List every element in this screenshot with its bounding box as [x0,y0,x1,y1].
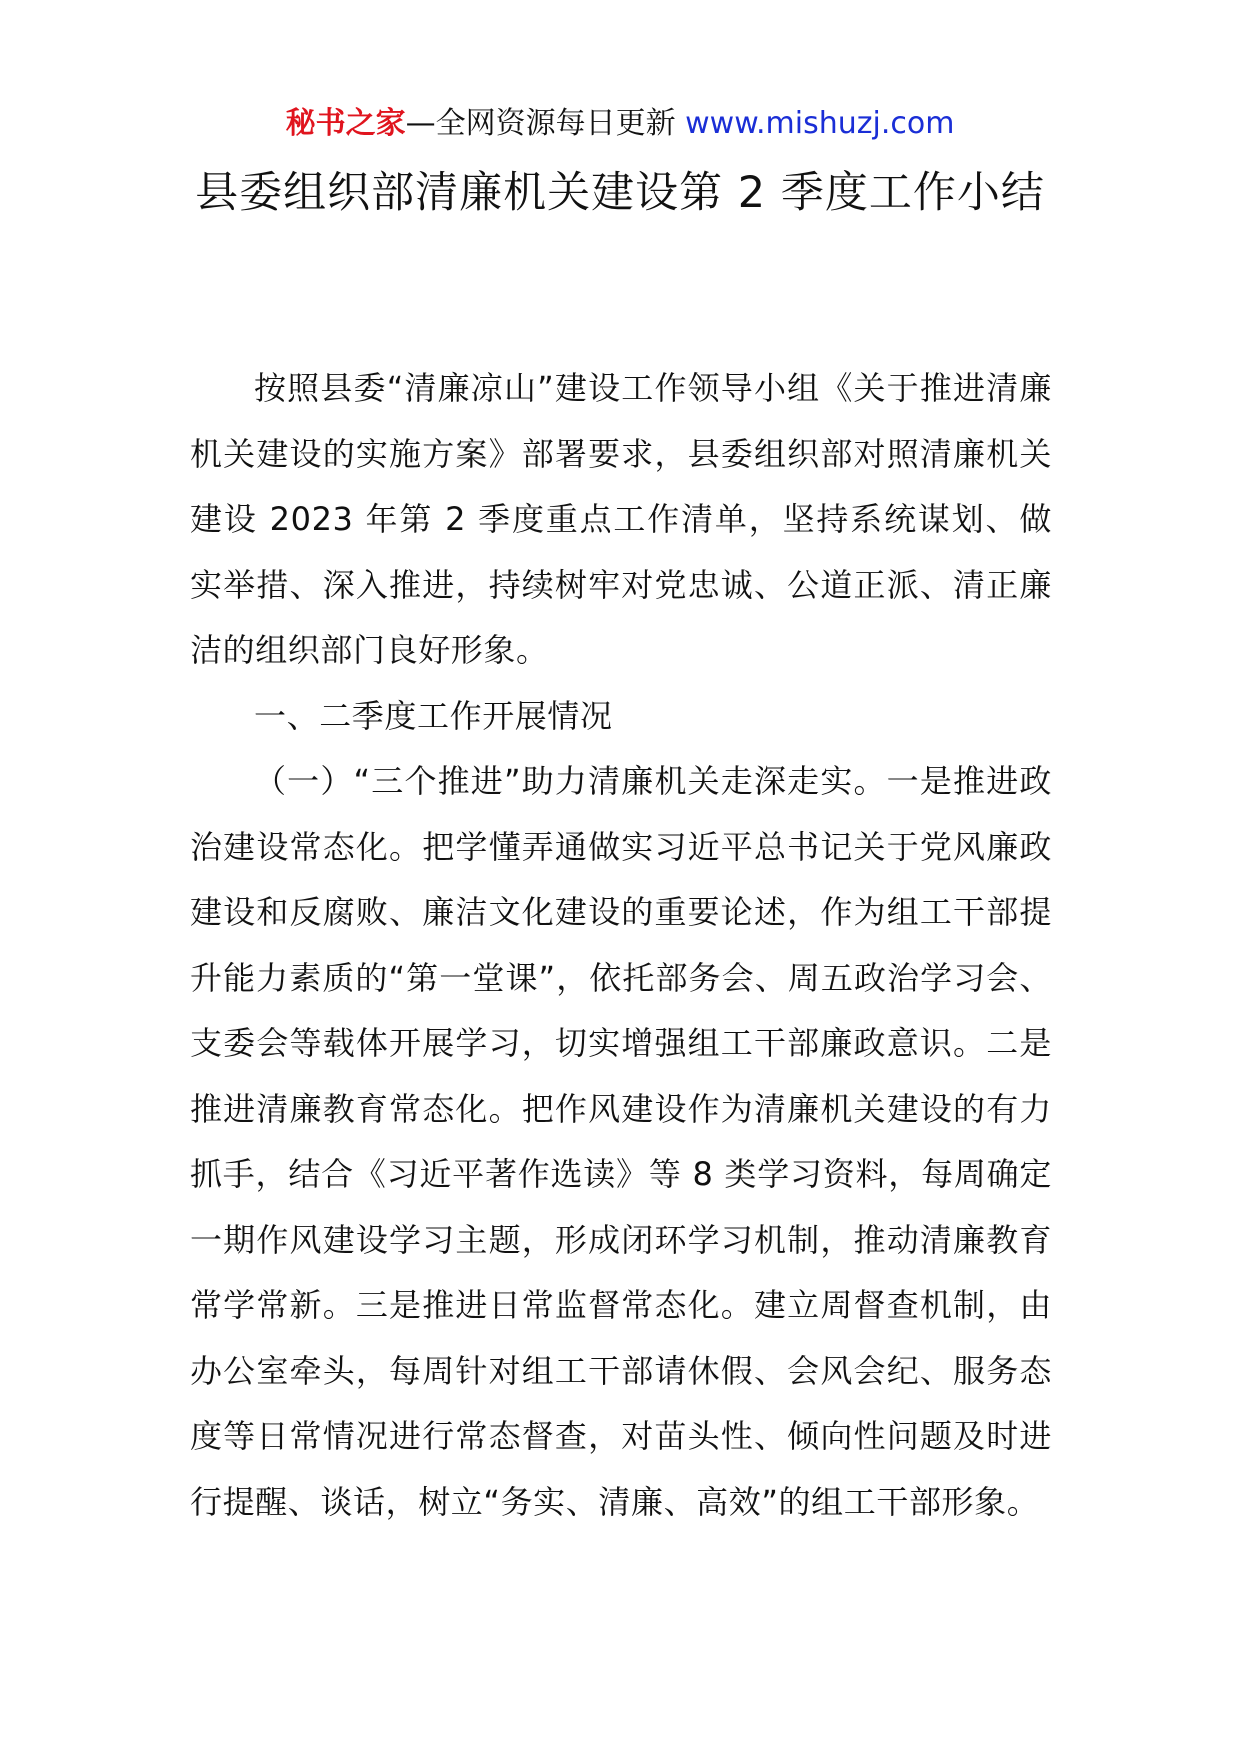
body-paragraph: （一）“三个推进”助力清廉机关走深走实。一是推进政治建设常态化。把学懂弄通做实习近平总书记关于党风廉政建设和反腐败、廉洁文化建设的重要论述，作为组工干部提升能力素质的“第一堂课”，依托部务会、周五政治学习会、支委会等载体开展学习，切实增强组工干部廉政意识。二是推进清廉教育常态化。把作风建设作为清廉机关建设的有力抓手，结合《习近平著作选读》等 8 类学习资料，每周确定一期作风建设学习主题，形成闭环学习机制，推动清廉教育常学常新。三是推进日常监督常态化。建立周督查机制，由办公室牵头，每周针对组工干部请休假、会风会纪、服务态度等日常情况进行常态督查，对苗头性、倾向性问题及时进行提醒、谈话，树立“务实、清廉、高效”的组工干部形象。 [190,762,1052,1521]
section-heading: 一、二季度工作开展情况 [254,696,613,735]
brand-tagline: —全网资源每日更新 [405,106,676,141]
brand-name: 秘书之家 [285,106,406,141]
document-title: 县委组织部清廉机关建设第 2 季度工作小结 [195,168,1045,218]
site-banner [0,104,1240,144]
document-body [190,356,1052,1535]
brand-url-link[interactable]: www.mishuzj.com [685,106,955,141]
intro-paragraph: 按照县委“清廉凉山”建设工作领导小组《关于推进清廉机关建设的实施方案》部署要求，县委组织部对照清廉机关建设 2023 年第 2 季度重点工作清单，坚持系统谋划、做实举措、深入推进，持续树牢对党忠诚、公道正派、清正廉洁的组织部门良好形象。 [190,369,1052,669]
